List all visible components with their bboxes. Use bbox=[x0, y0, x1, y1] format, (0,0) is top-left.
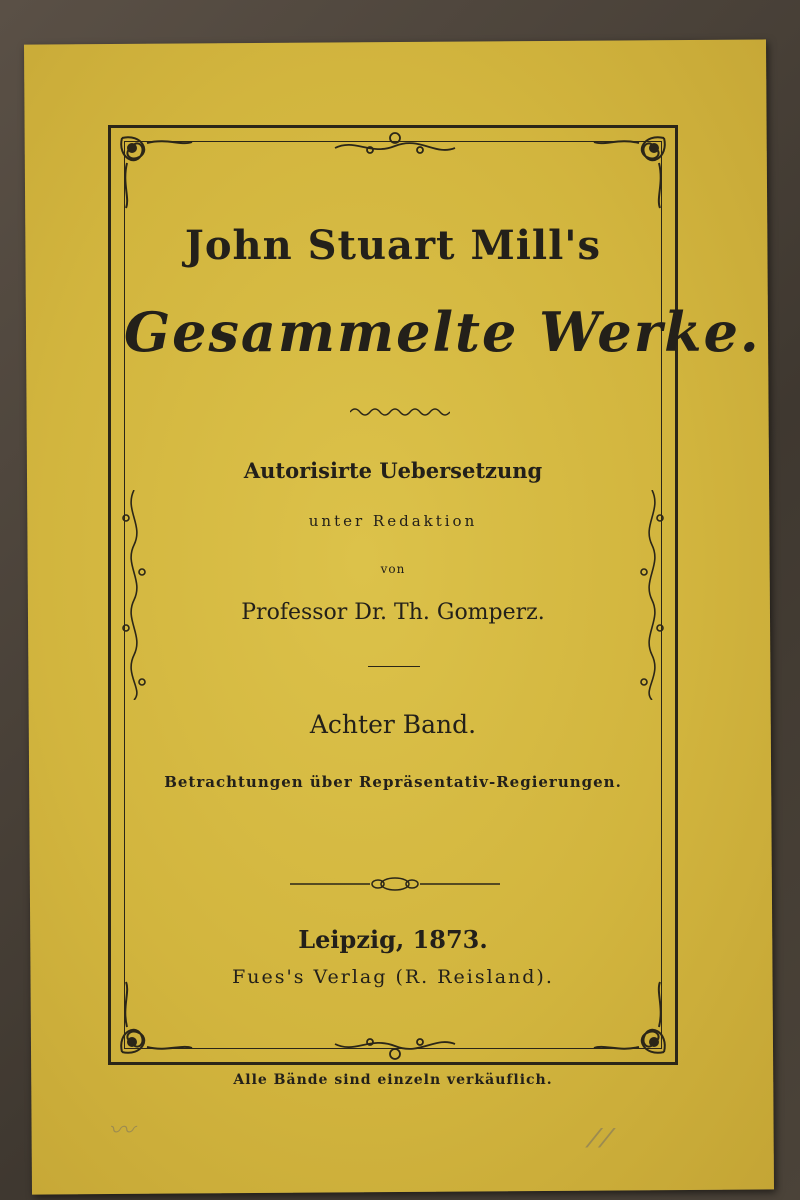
editor-name: Professor Dr. Th. Gomperz. bbox=[241, 600, 545, 625]
publisher: Fues's Verlag (R. Reisland). bbox=[232, 966, 554, 988]
pencil-mark: ⁄ ⁄ bbox=[592, 1124, 609, 1154]
by-label: von bbox=[380, 562, 406, 576]
flourish-corner-icon bbox=[584, 128, 674, 218]
flourish-corner-icon bbox=[112, 128, 202, 218]
short-divider bbox=[368, 666, 420, 667]
wavy-rule-icon bbox=[350, 406, 450, 418]
volume-title: Betrachtungen über Repräsentativ-Regierungen. bbox=[164, 773, 622, 791]
book-title: Gesammelte Werke. bbox=[124, 300, 761, 364]
inner-border-frame bbox=[124, 141, 761, 1049]
volume-number: Achter Band. bbox=[309, 710, 477, 739]
scroll-divider-icon bbox=[330, 128, 460, 162]
scroll-divider-icon bbox=[290, 874, 500, 894]
subtitle: Autorisirte Uebersetzung bbox=[243, 458, 543, 483]
pencil-mark: 〰 bbox=[108, 1116, 135, 1146]
place-year: Leipzig, 1873. bbox=[298, 925, 488, 954]
scroll-divider-icon bbox=[330, 1030, 460, 1064]
author-line: John Stuart Mill's bbox=[184, 222, 602, 269]
editor-intro: unter Redaktion bbox=[308, 512, 478, 530]
footer-note: Alle Bände sind einzeln verkäuflich. bbox=[233, 1072, 553, 1088]
